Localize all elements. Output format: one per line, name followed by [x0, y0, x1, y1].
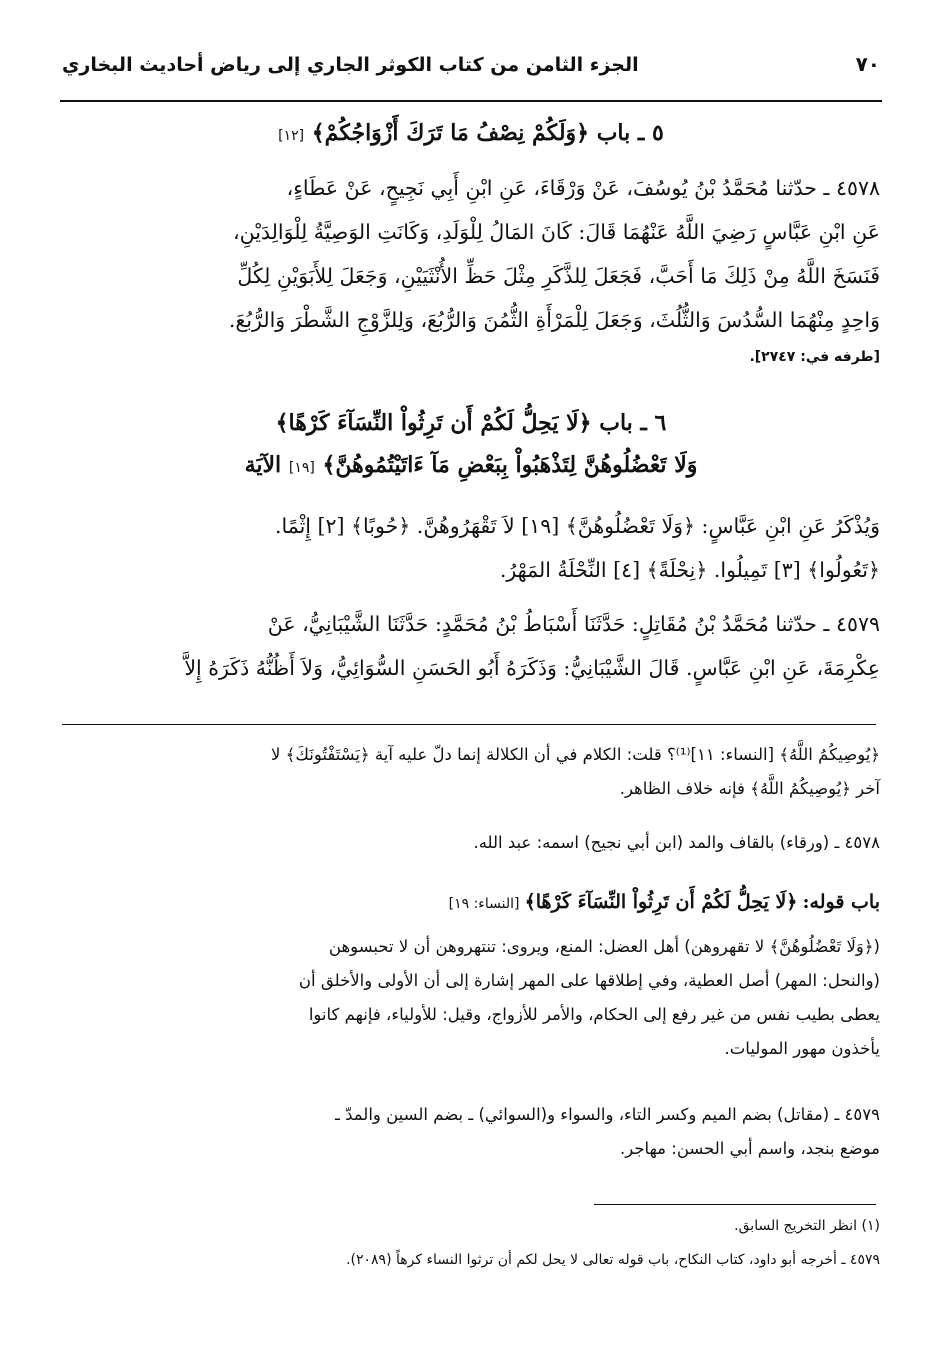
- chapter-6-quote: ﴿لَا يَحِلُّ لَكُمْ أَن تَرِثُواْ النِّسَآءَ كَرْهًا﴾: [275, 410, 592, 436]
- commentary-line: (والنحل: المهر) أصل العطية، وفي إطلاقها على المهر إشارة إلى أن الأولى والأخلق أن: [298, 971, 880, 990]
- commentary-line: يعطى بطيب نفس من غير رفع إلى الحكام، والأمر للأزواج، وقيل: للأولياء، فإنهم كانوا: [308, 1005, 880, 1024]
- hadith-4578-line: ٤٥٧٨ ـ حدّثنا مُحَمَّدُ بْنُ يُوسُفَ، عَنْ وَرْقَاءَ، عَنِ ابْنِ أَبِي نَجِيحٍ، عَنْ عَطَاءٍ،: [286, 176, 880, 200]
- chapter-6-label: ٦ ـ باب: [599, 410, 667, 436]
- commentary-p1: [62, 738, 880, 806]
- chapter-6-ref: [١٩]: [288, 460, 315, 476]
- commentary-p2: [62, 826, 880, 860]
- page-header: [62, 52, 880, 76]
- tarafuhu-reference: [طرفه في: ٢٧٤٧].: [749, 349, 880, 365]
- dhikr-line: ﴿تَعُولُوا﴾ [٣] تَمِيلُوا. ﴿نِحْلَةً﴾ [٤] النِّحْلَةُ المَهْرُ.: [499, 558, 880, 582]
- chapter-6-aya: الآيَة: [244, 452, 282, 478]
- commentary-line: موضع بنجد، واسم أبي الحسن: مهاجر.: [620, 1139, 880, 1158]
- hadith-4578-line: وَاحِدٍ مِنْهُمَا السُّدُسَ وَالثُّلُثَ، وَجَعَلَ لِلْمَرْأَةِ الثُّمُنَ وَالرُّبُعَ، وَلِلزَّوْجِ الشَّطْرَ وَالرُّبُعَ.: [228, 308, 880, 332]
- chapter-5-label: ٥ ـ باب: [596, 120, 664, 146]
- chapter-6-quote-2: وَلَا تَعْضُلُوهُنَّ لِتَذْهَبُواْ بِبَعْضِ مَآ ءَاتَيْتُمُوهُنَّ﴾: [322, 452, 698, 478]
- commentary-line: ﴿يُوصِيكُمُ اللَّهُ﴾ [النساء: ١١]⁽¹⁾؟ قلت: الكلام في أن الكلالة إنما دلّ عليه آية ﴿يَسْتَفْتُونَكَ﴾ لا: [271, 745, 880, 764]
- hadith-4578: [62, 166, 880, 342]
- chapter-5-ref: [١٢]: [278, 128, 305, 144]
- page-number: ٧٠: [855, 52, 880, 76]
- commentary-p3: [62, 930, 880, 1066]
- dhikr-paragraph: [62, 504, 880, 592]
- commentary-p4: [62, 1098, 880, 1166]
- chapter-6-heading: [62, 410, 880, 436]
- header-rule: [60, 100, 882, 102]
- chapter-5-quote: ﴿وَلَكُمْ نِصْفُ مَا تَرَكَ أَزْوَاجُكُمْ﴾: [311, 120, 590, 146]
- commentary-line: ٤٥٧٨ ـ (ورقاء) بالقاف والمد (ابن أبي نجيح) اسمه: عبد الله.: [473, 833, 880, 852]
- dhikr-line: وَيُذْكَرُ عَنِ ابْنِ عَبَّاسٍ: ﴿وَلَا تَعْضُلُوهُنَّ﴾ [١٩] لاَ تَقْهَرُوهُنَّ. ﴿حُوبًا﴾ [٢] إِثْمًا.: [274, 514, 880, 538]
- hadith-4578-line: عَنِ ابْنِ عَبَّاسٍ رَضِيَ اللَّهُ عَنْهُمَا قَالَ: كَانَ المَالُ لِلْوَلَدِ، وَكَانَتِ الوَصِيَّةُ لِلْوَالِدَيْنِ،: [232, 220, 880, 244]
- commentary-line: ٤٥٧٩ ـ (مقاتل) بضم الميم وكسر التاء، والسواء و(السوائي) ـ بضم السين والمدّ ـ: [335, 1105, 880, 1124]
- footnote-2: ٤٥٧٩ ـ أخرجه أبو داود، كتاب النكاح، باب قوله تعالى لا يحل لكم أن ترثوا النساء كرهاً (٢٠٨٩).: [346, 1252, 880, 1268]
- commentary-line: يأخذون مهور الموليات.: [724, 1039, 880, 1058]
- commentary-bab-heading: [62, 882, 880, 922]
- running-title: الجزء الثامن من كتاب الكوثر الجاري إلى رياض أحاديث البخاري: [62, 54, 639, 76]
- footnote-1: (١) انظر التخريج السابق.: [734, 1218, 880, 1234]
- commentary-bab-label: باب قوله:: [802, 891, 880, 913]
- hadith-4579: [62, 602, 880, 690]
- commentary-divider: [62, 724, 876, 725]
- commentary-bab-quote: ﴿لَا يَحِلُّ لَكُمْ أَن تَرِثُواْ النِّسَآءَ كَرْهًا﴾: [524, 891, 798, 913]
- commentary-line: آخر ﴿يُوصِيكُمُ اللَّهُ﴾ فإنه خلاف الظاهر.: [619, 779, 880, 798]
- chapter-5-heading: [62, 120, 880, 146]
- hadith-4579-line: عِكْرِمَةَ، عَنِ ابْنِ عَبَّاسٍ. قَالَ الشَّيْبَانِيُّ: وَذَكَرَهُ أَبُو الحَسَنِ السُّوَائِيُّ، وَلاَ أَظُنُّهُ ذَكَرَهُ إِلاَّ: [184, 656, 880, 680]
- hadith-4579-line: ٤٥٧٩ ـ حدّثنا مُحَمَّدُ بْنُ مُقَاتِلٍ: حَدَّثَنَا أَسْبَاطُ بْنُ مُحَمَّدٍ: حَدَّثَنَا الشَّيْبَانِيُّ، عَنْ: [267, 612, 880, 636]
- chapter-6-heading-line2: [62, 452, 880, 478]
- commentary-bab-ref: [النساء: ١٩]: [448, 896, 520, 912]
- footnote-divider: [594, 1204, 876, 1205]
- hadith-4578-line: فَنَسَخَ اللَّهُ مِنْ ذَلِكَ مَا أَحَبَّ، فَجَعَلَ لِلذَّكَرِ مِثْلَ حَظِّ الأُنْثَيَيْنِ، وَجَعَلَ لِلأَبَوَيْنِ لِكُلِّ: [237, 264, 880, 288]
- commentary-line: (﴿وَلَا تَعْضُلُوهُنَّ﴾ لا تقهروهن) أهل العضل: المنع، ويروى: تنتهروهن أن لا تحبسوهن: [328, 937, 880, 956]
